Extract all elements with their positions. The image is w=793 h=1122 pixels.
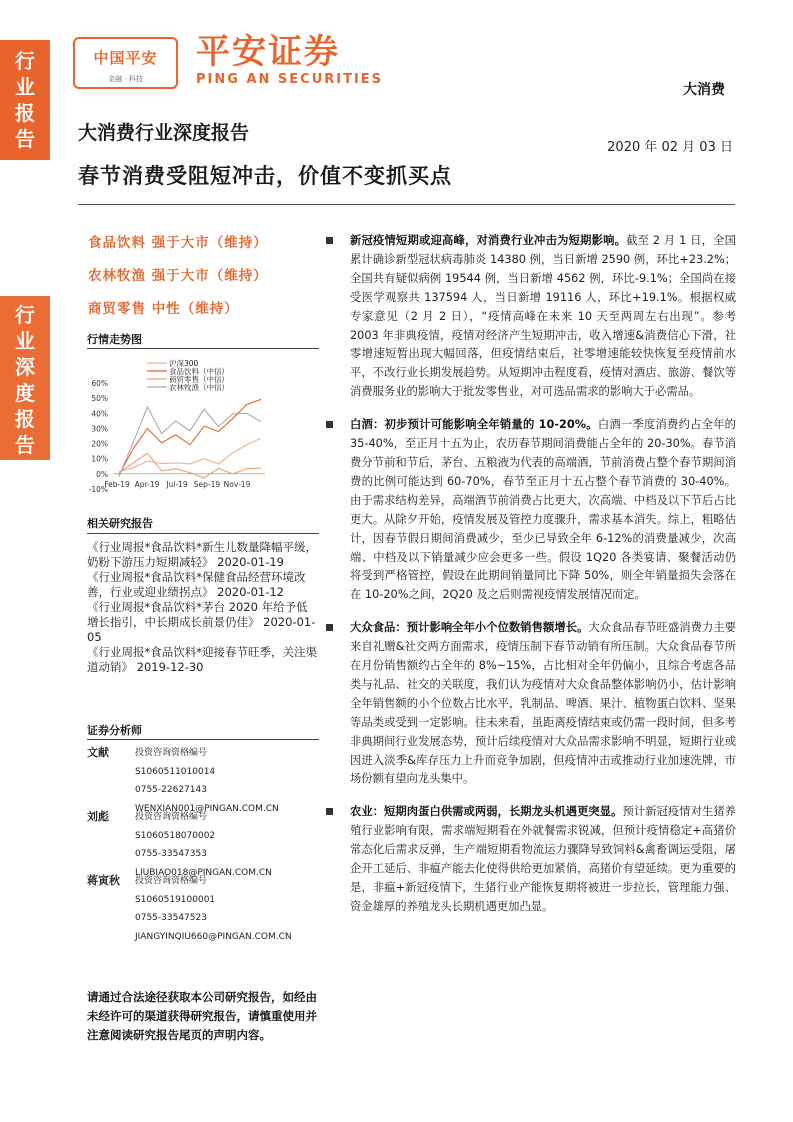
section-agriculture [322,803,736,916]
brand-wordmark [196,32,383,87]
analyst-divider [87,739,319,740]
side-tab-char: 深 [15,355,35,379]
ping-an-logo [73,37,178,89]
side-tab-industry-report [0,40,50,160]
analyst-name: 蒋寅秋 [87,874,120,887]
trend-heading: 行情走势图 [87,333,142,346]
headline: 春节消费受阻短冲击，价值不变抓买点 [78,164,452,188]
logo-subtext: 金融 · 科技 [108,75,143,83]
analyst-block [87,744,319,818]
side-tab-char: 报 [15,407,35,431]
legend-label: 食品饮料（中信） [169,367,229,376]
section-body: 截至 2 月 1 日，全国累计确诊新型冠状病毒肺炎 14380 例，当日新增 2590 例，环比+23.2%；全国共有疑似病例 19544 例，当日新增 4562 例，环比-9.1%；全国尚在接受医学观察共 137594 人，当日新增 19116 人，环比+19.1%。根据权威专家意见（2 月 2 日），“疫情高峰在未来 10 天至两周左右出现”。参考 2003 年非典疫情，疫情对经济产生短期冲击，收入增速&消费信心下滑，社零增速短暂出现大幅回落，但疫情结束后，社零增速能较快恢复至疫情前水平，不改行业长期发展趋势。从短期冲击程度看，疫情对酒店、旅游、餐饮等消费服务业的影响大于批发零售业，对可选品需求的影响大于必需品。 [350,234,736,399]
series-line [119,407,261,476]
related-divider [87,533,319,534]
side-tab-char: 告 [15,433,35,457]
section-lead: 农业：短期肉蛋白供需或两弱，长期龙头机遇更突显。 [350,805,623,819]
y-tick-label: 30% [91,424,108,434]
report-title: 大消费行业深度报告 [78,122,250,144]
side-tab-char: 行 [15,303,35,327]
disclaimer: 请通过合法途径获取本公司研究报告，如经由未经许可的渠道获得研究报告，请慎重使用并注意阅读研究报告尾页的声明内容。 [87,990,317,1042]
square-bullet-icon [326,808,333,815]
y-tick-label: 10% [91,454,108,464]
x-tick-label: Sep-19 [193,479,221,489]
analyst-cert-label: 投资咨询资格编号 [135,812,208,822]
y-tick-label: 40% [91,409,108,419]
legend-label: 农林牧渔（中信） [169,383,229,392]
related-report-item[interactable]: 《行业周报*食品饮料*新生儿数量降幅平缓，奶粉下游压力短期减轻》 2020-01-19 [87,540,317,569]
analyst-email[interactable]: WENXIAN001@PINGAN.COM.CN [135,803,279,814]
section-body: 白酒一季度消费约占全年的 35-40%，至正月十五为止，农历春节期间消费能占全年的 20-30%。春节消费分节前和节后，茅台、五粮液为代表的高端酒，节前消费占整个春节期间消费的比例可能达到 60-70%，春节至正月十五占整个春节消费的 30-40%。由于需求结构差异，高端酒节前消费占比更大，次高端、中档及以下节后占比更大。从除夕开始，疫情发展及管控力度骤升，需求基本消失。综上，粗略估计，因春节假日期间消费减少，至少已导致全年 6-12%的消费量减少，次高端、中档及以下销量减少应会更多一些。假设 1Q20 各类宴请、聚餐活动仍将受到严格管控，假设在此期间销量同比下降 50%，则全年销量损失会落在在 10-20%之间，2Q20 及之后则需视疫情发展情况而定。 [350,418,736,602]
brand-en: PING AN SECURITIES [196,72,384,87]
y-tick-label: 0% [96,469,108,479]
header-divider [78,204,735,205]
brand-cn: 平安证券 [196,32,340,72]
analyst-cert-no: S1060518070002 [135,830,216,841]
section-covid-impact [322,232,736,402]
analyst-phone: 0755-22627143 [135,785,207,795]
section-lead: 大众食品：预计影响全年小个位数销售额增长。 [350,621,589,635]
side-tab-char: 度 [15,381,35,405]
analyst-cert-label: 投资咨询资格编号 [135,876,208,886]
y-tick-label: 60% [91,379,108,388]
analyst-cert-label: 投资咨询资格编号 [135,748,208,758]
analyst-block [87,872,319,946]
market-trend-chart [87,357,319,497]
y-tick-label: 50% [91,394,108,404]
sector-tag: 大消费 [683,82,725,98]
related-report-item[interactable]: 《行业周报*食品饮料*茅台 2020 年给予低增长指引，中长期成长前景仍佳》 2020-01-05 [87,600,316,644]
analyst-cert-no: S1060519100001 [135,894,216,905]
side-tab-deep-report [0,296,50,460]
rating-food-beverage: 食品饮料 强于大市（维持） [88,235,268,251]
x-tick-label: Feb-19 [104,479,130,489]
side-tab-char: 业 [15,329,35,353]
section-mass-food [322,619,736,789]
section-baijiu [322,416,736,605]
legend-label: 商贸零售（中信） [169,375,229,384]
section-lead: 新冠疫情短期或迎高峰，对消费行业冲击为短期影响。 [350,234,627,247]
square-bullet-icon [326,624,333,631]
side-tab-char: 报 [15,101,35,125]
square-bullet-icon [326,237,333,244]
analyst-phone: 0755-33547353 [135,849,207,859]
y-tick-label: 20% [91,439,108,449]
x-tick-label: Apr-19 [134,479,160,489]
analyst-heading: 证券分析师 [87,724,142,737]
series-line [119,438,261,471]
section-body: 预计新冠疫情对生猪养殖行业影响有限，需求端短期看在外就餐需求锐减，但预计疫情稳定+高猪价常态化后需求反弹，生产端短期看物流运力骤降导致饲料&禽畜调运受阻，屠企开工延后、非瘟产能去化使得供给更加紧俏，高猪价有望延续。更为重要的是，非瘟+新冠疫情下，生猪行业产能恢复期将被进一步拉长，管理能力强、资金雄厚的养殖龙头长期机遇更加凸显。 [350,805,736,913]
analyst-phone: 0755-33547523 [135,913,207,923]
rating-retail: 商贸零售 中性（维持） [88,301,239,317]
analyst-cert-no: S1060511010014 [135,766,216,777]
related-reports-list [87,540,319,675]
square-bullet-icon [326,421,333,428]
analyst-email[interactable]: LIUBIAO018@PINGAN.COM.CN [135,867,272,878]
analyst-name: 刘彪 [87,810,109,823]
logo-text: 中国平安 [93,49,158,67]
y-tick-label: -10% [88,485,108,494]
legend-label: 沪深300 [169,359,199,368]
related-heading: 相关研究报告 [87,517,153,530]
x-tick-label: Jul-19 [166,479,188,489]
side-tab-char: 告 [15,127,35,151]
section-lead: 白酒：初步预计可能影响全年销量的 10-20%。 [350,418,598,432]
main-content [322,232,736,931]
section-body: 大众食品春节旺盛消费力主要来自礼赠&社交两方面需求，疫情压制下春节动销有所压制。大众食品春节所在月份销售额约占全年的 8%~15%，占比相对全年仍偏小，且综合考虑各品类与礼品、社交的关联度，我们认为疫情对大众食品整体影响仍小，估计影响全年销售额的小个位数占比水平，乳制品、啤酒、果汁、植物蛋白饮料、坚果等品类或受到一定影响。往未来看，虽距离疫情结束或仍需一段时间，但多考非典期间行业发展态势，预计后续疫情对大众品需求影响不明显，短期行业或因进入淡季&库存压力上升而竞争加剧，但疫情冲击或推动行业加速洗牌，市场份额有望向龙头集中。 [350,621,736,786]
rating-agriculture: 农林牧渔 强于大市（维持） [88,268,268,284]
analyst-email[interactable]: JIANGYINQIU660@PINGAN.COM.CN [135,931,292,942]
analyst-block [87,808,319,882]
x-tick-label: Nov-19 [223,479,251,489]
series-line [119,453,261,478]
side-tab-char: 业 [15,75,35,99]
related-report-item[interactable]: 《行业周报*食品饮料*迎接春节旺季，关注渠道动销》 2019-12-30 [87,645,317,674]
analyst-name: 文献 [87,746,109,759]
side-tab-char: 行 [15,49,35,73]
report-date: 2020 年 02 月 03 日 [607,140,733,155]
related-report-item[interactable]: 《行业周报*食品饮料*保健食品经营环境改善，行业或迎业绩拐点》 2020-01-12 [87,570,306,599]
trend-divider [87,348,319,349]
